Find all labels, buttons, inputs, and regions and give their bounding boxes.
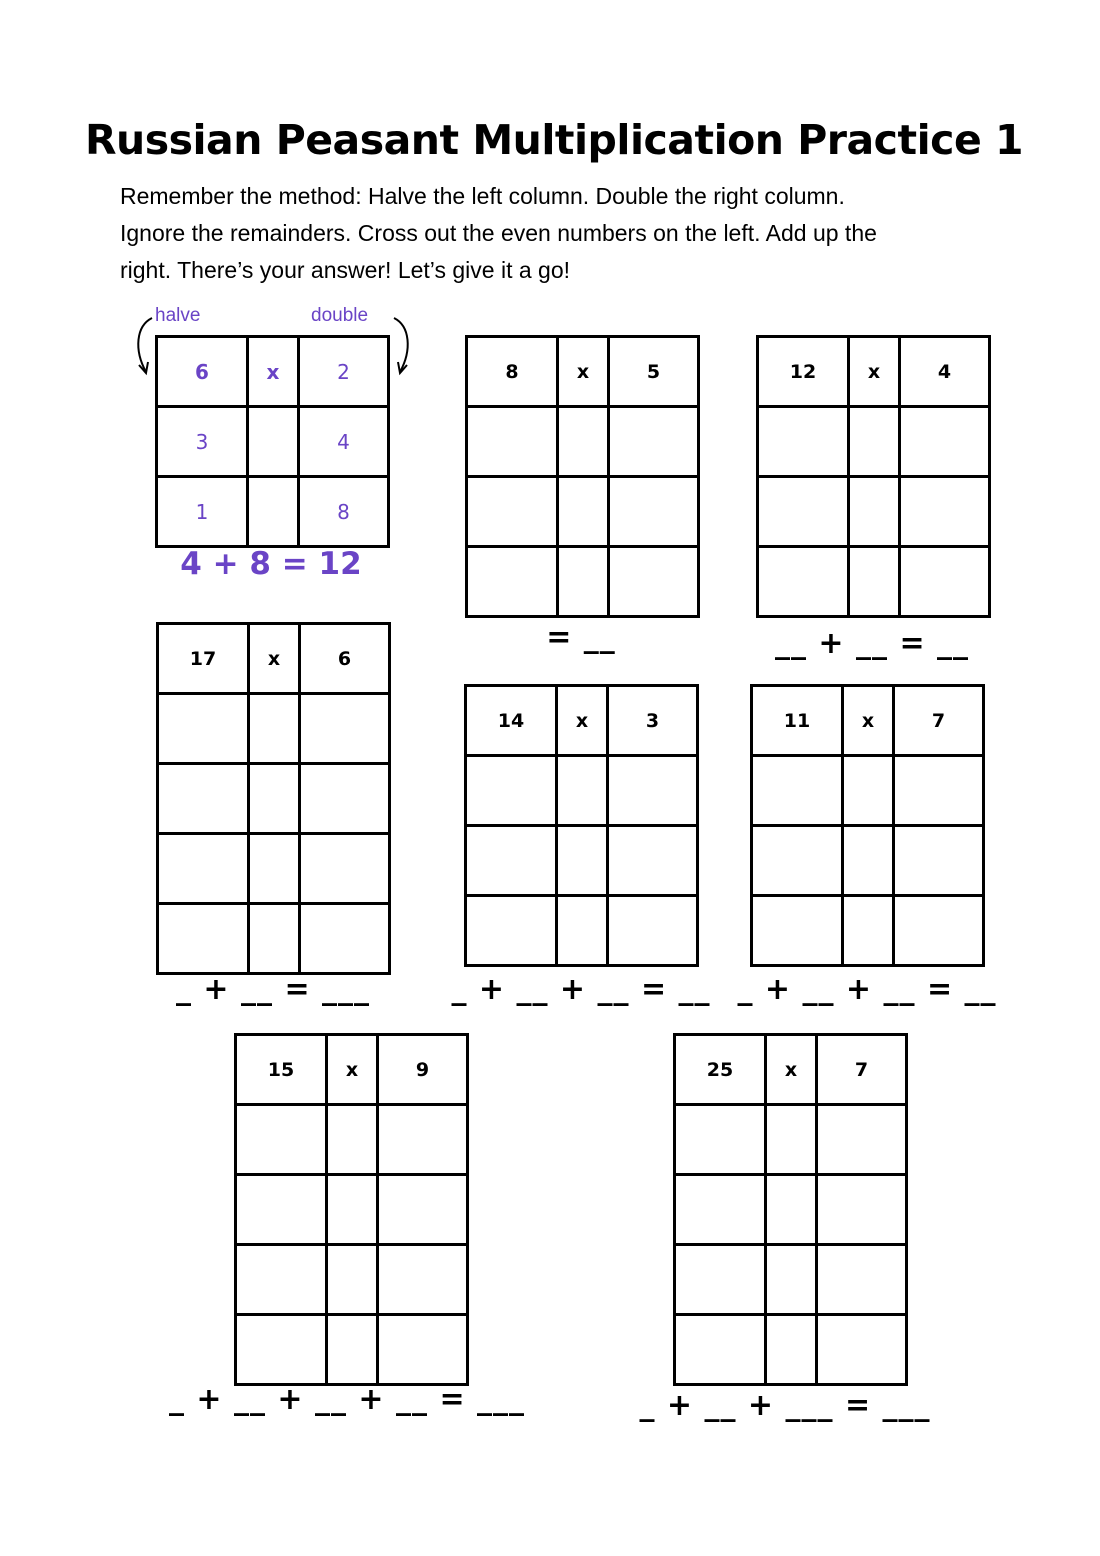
answer-cell[interactable]: [301, 765, 388, 832]
problem-grid: [234, 1033, 469, 1386]
answer-cell[interactable]: [250, 835, 298, 902]
answer-cell[interactable]: [901, 478, 988, 545]
answer-cell[interactable]: [159, 765, 247, 832]
answer-cell[interactable]: [895, 757, 982, 824]
answer-cell[interactable]: [609, 897, 696, 964]
answer-cell[interactable]: [237, 1246, 325, 1313]
answer-cell[interactable]: [250, 765, 298, 832]
answer-cell[interactable]: [237, 1176, 325, 1243]
answer-equation[interactable]: _ + __ + ___ = ___: [639, 1388, 931, 1423]
answer-cell[interactable]: [818, 1316, 905, 1383]
example-cell: 1: [158, 478, 246, 545]
answer-cell[interactable]: [759, 408, 847, 475]
answer-cell[interactable]: [559, 408, 607, 475]
answer-cell[interactable]: [850, 408, 898, 475]
curved-arrow-right-icon: [388, 312, 414, 378]
problem-grid: [464, 684, 699, 967]
grid-cell[interactable]: 8: [468, 338, 556, 405]
page-title: Russian Peasant Multiplication Practice 1: [84, 116, 1024, 164]
answer-cell[interactable]: [753, 757, 841, 824]
answer-cell[interactable]: [559, 478, 607, 545]
grid-cell[interactable]: 17: [159, 625, 247, 692]
instructions-line: Ignore the remainders. Cross out the even numbers on the left. Add up the: [120, 220, 877, 246]
answer-cell[interactable]: [558, 827, 606, 894]
answer-cell[interactable]: [467, 757, 555, 824]
instructions-line: Remember the method: Halve the left column. Double the right column.: [120, 183, 845, 209]
answer-equation[interactable]: _ + __ + __ = __: [737, 972, 997, 1007]
example-cell: x: [249, 338, 297, 405]
answer-cell[interactable]: [901, 548, 988, 615]
answer-cell[interactable]: [753, 827, 841, 894]
answer-cell[interactable]: [818, 1176, 905, 1243]
example-cell: 3: [158, 408, 246, 475]
answer-equation[interactable]: = __: [546, 620, 616, 655]
answer-cell[interactable]: [850, 478, 898, 545]
answer-cell[interactable]: [759, 478, 847, 545]
answer-cell[interactable]: [237, 1316, 325, 1383]
answer-cell[interactable]: [301, 835, 388, 902]
grid-cell[interactable]: 3: [609, 687, 696, 754]
answer-cell[interactable]: [468, 408, 556, 475]
answer-cell[interactable]: [379, 1246, 466, 1313]
example-cell: [249, 478, 297, 545]
answer-cell[interactable]: [328, 1106, 376, 1173]
answer-cell[interactable]: [759, 548, 847, 615]
grid-cell[interactable]: 7: [895, 687, 982, 754]
answer-cell[interactable]: [328, 1176, 376, 1243]
grid-cell[interactable]: 25: [676, 1036, 764, 1103]
answer-cell[interactable]: [767, 1246, 815, 1313]
answer-cell[interactable]: [844, 897, 892, 964]
grid-cell: x: [850, 338, 898, 405]
grid-cell[interactable]: 14: [467, 687, 555, 754]
example-cell: 4: [300, 408, 387, 475]
example-cell: [249, 408, 297, 475]
answer-cell[interactable]: [558, 757, 606, 824]
answer-cell[interactable]: [901, 408, 988, 475]
example-cell: 8: [300, 478, 387, 545]
example-cell: 6: [158, 338, 246, 405]
grid-cell[interactable]: 7: [818, 1036, 905, 1103]
double-label: double: [311, 305, 369, 326]
grid-cell: x: [767, 1036, 815, 1103]
answer-cell[interactable]: [818, 1106, 905, 1173]
answer-cell[interactable]: [767, 1316, 815, 1383]
answer-cell[interactable]: [468, 548, 556, 615]
answer-cell[interactable]: [301, 905, 388, 972]
answer-cell[interactable]: [379, 1176, 466, 1243]
grid-cell: x: [250, 625, 298, 692]
grid-cell: x: [559, 338, 607, 405]
answer-cell[interactable]: [609, 757, 696, 824]
grid-cell[interactable]: 5: [610, 338, 697, 405]
answer-cell[interactable]: [676, 1176, 764, 1243]
answer-cell[interactable]: [558, 897, 606, 964]
answer-cell[interactable]: [301, 695, 388, 762]
answer-cell[interactable]: [328, 1246, 376, 1313]
example-answer: 4 + 8 = 12: [180, 546, 362, 582]
answer-cell[interactable]: [818, 1246, 905, 1313]
answer-cell[interactable]: [753, 897, 841, 964]
answer-cell[interactable]: [250, 695, 298, 762]
answer-cell[interactable]: [610, 408, 697, 475]
answer-cell[interactable]: [610, 548, 697, 615]
answer-cell[interactable]: [676, 1106, 764, 1173]
answer-equation[interactable]: _ + __ = ___: [175, 972, 371, 1007]
grid-cell[interactable]: 4: [901, 338, 988, 405]
instructions: [120, 178, 1000, 289]
problem-grid: [673, 1033, 908, 1386]
grid-cell: x: [844, 687, 892, 754]
grid-cell: x: [328, 1036, 376, 1103]
instructions-line: right. There’s your answer! Let’s give it a go!: [120, 257, 571, 283]
answer-cell[interactable]: [850, 548, 898, 615]
answer-equation[interactable]: _ + __ + __ + __ = ___: [168, 1382, 526, 1417]
problem-grid: [465, 335, 700, 618]
answer-cell[interactable]: [844, 827, 892, 894]
example-cell: 2: [300, 338, 387, 405]
grid-cell[interactable]: 12: [759, 338, 847, 405]
answer-cell[interactable]: [895, 827, 982, 894]
example-grid: [155, 335, 390, 548]
answer-cell[interactable]: [559, 548, 607, 615]
answer-cell[interactable]: [767, 1176, 815, 1243]
answer-equation[interactable]: _ + __ + __ = __: [451, 972, 711, 1007]
grid-cell[interactable]: 15: [237, 1036, 325, 1103]
answer-cell[interactable]: [767, 1106, 815, 1173]
problem-grid: [156, 622, 391, 975]
answer-cell[interactable]: [159, 695, 247, 762]
problem-grid: [750, 684, 985, 967]
answer-cell[interactable]: [895, 897, 982, 964]
answer-cell[interactable]: [379, 1106, 466, 1173]
answer-cell[interactable]: [379, 1316, 466, 1383]
answer-cell[interactable]: [250, 905, 298, 972]
answer-cell[interactable]: [676, 1316, 764, 1383]
answer-cell[interactable]: [467, 897, 555, 964]
answer-cell[interactable]: [328, 1316, 376, 1383]
grid-cell[interactable]: 6: [301, 625, 388, 692]
answer-cell[interactable]: [609, 827, 696, 894]
answer-cell[interactable]: [467, 827, 555, 894]
answer-cell[interactable]: [676, 1246, 764, 1313]
grid-cell: x: [558, 687, 606, 754]
halve-label: halve: [155, 305, 201, 326]
grid-cell[interactable]: 9: [379, 1036, 466, 1103]
answer-equation[interactable]: __ + __ = __: [774, 626, 970, 661]
grid-cell[interactable]: 11: [753, 687, 841, 754]
answer-cell[interactable]: [159, 905, 247, 972]
answer-cell[interactable]: [468, 478, 556, 545]
answer-cell[interactable]: [237, 1106, 325, 1173]
answer-cell[interactable]: [159, 835, 247, 902]
problem-grid: [756, 335, 991, 618]
answer-cell[interactable]: [610, 478, 697, 545]
answer-cell[interactable]: [844, 757, 892, 824]
